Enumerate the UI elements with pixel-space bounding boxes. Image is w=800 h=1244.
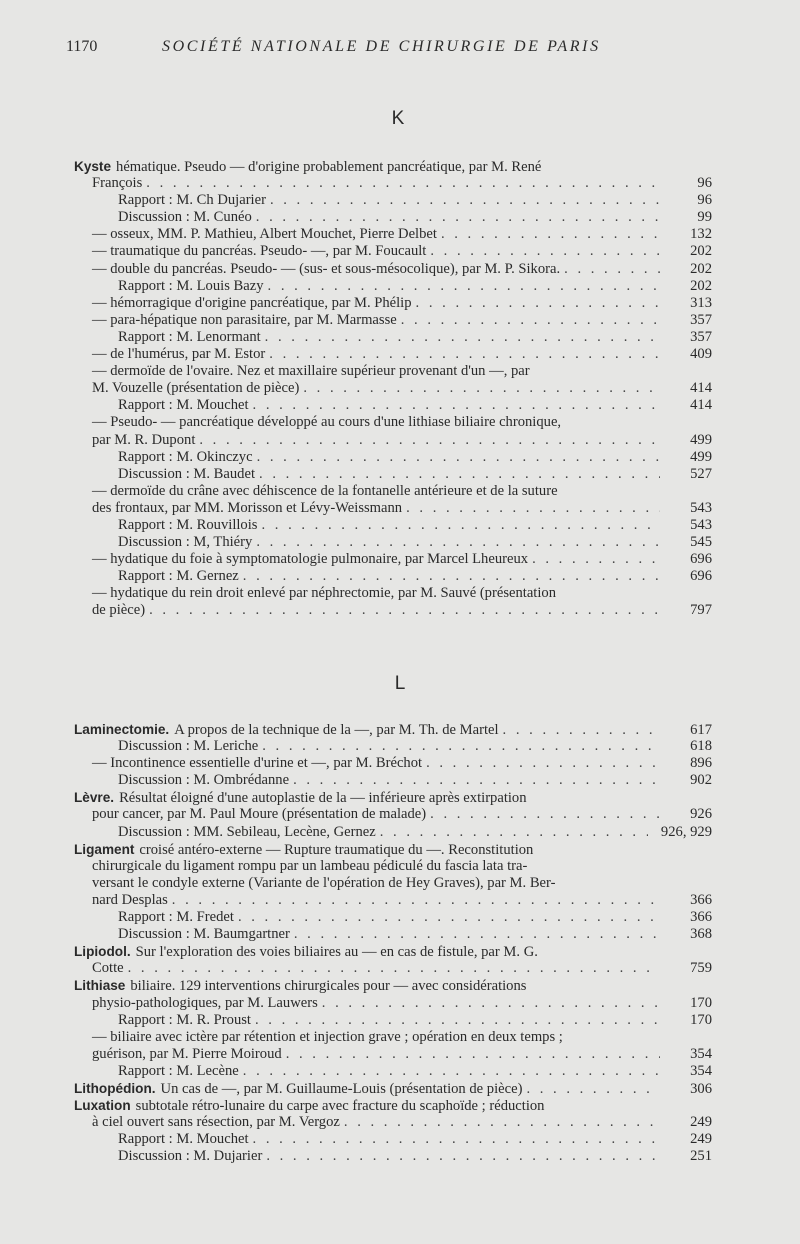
index-entry xyxy=(72,824,712,841)
entry-text: Rapport : M. Mouchet xyxy=(118,397,249,414)
entry-text: — osseux, MM. P. Mathieu, Albert Mouchet, Pierre Delbet xyxy=(92,226,437,243)
section-letter-k: K xyxy=(391,108,405,129)
index-entry xyxy=(72,909,712,926)
index-entry xyxy=(72,841,712,858)
entry-page-number: 202 xyxy=(690,243,712,260)
entry-page-number: 618 xyxy=(690,738,712,755)
index-entry xyxy=(72,875,712,892)
entry-page-number: 354 xyxy=(690,1062,712,1079)
entry-text: — double du pancréas. Pseudo- — (sus- et sous-mésocolique), par M. P. Sikora. xyxy=(92,260,561,277)
index-entry xyxy=(72,568,712,585)
dot-leader xyxy=(199,432,660,449)
entry-text: Rapport : M. Gernez xyxy=(118,568,239,585)
entry-page-number: 499 xyxy=(690,431,712,448)
index-entry xyxy=(72,500,712,517)
index-entry xyxy=(72,789,712,806)
entry-page-number: 96 xyxy=(697,175,712,192)
entry-text: A propos de la technique de la —, par M. Th. de Martel xyxy=(174,722,499,738)
dot-leader xyxy=(303,380,660,397)
dot-leader xyxy=(253,1131,660,1148)
entry-page-number: 249 xyxy=(690,1114,712,1131)
index-entry xyxy=(72,551,712,568)
entry-page-number: 499 xyxy=(690,448,712,465)
dot-leader xyxy=(266,1148,660,1165)
entry-page-number: 366 xyxy=(690,891,712,908)
dot-leader xyxy=(430,806,660,823)
entry-page-number: 414 xyxy=(690,397,712,414)
entry-text: Rapport : M. R. Proust xyxy=(118,1011,251,1028)
entry-text: — hémorragique d'origine pancréatique, par M. Phélip xyxy=(92,294,412,311)
section-letter-l: L xyxy=(394,673,406,694)
entry-keyword: Lithiase xyxy=(74,978,126,994)
dot-leader xyxy=(344,1114,660,1131)
entry-text: — Pseudo- — pancréatique développé au cours d'une lithiase biliaire chronique, xyxy=(92,414,562,431)
index-entry xyxy=(72,1080,712,1097)
index-entry xyxy=(72,943,712,960)
index-entry xyxy=(72,226,712,243)
index-entry xyxy=(72,534,712,551)
index-entry xyxy=(72,858,712,875)
dot-leader xyxy=(243,568,660,585)
entry-text: croisé antéro-externe — Rupture traumatique du —. Reconstitution xyxy=(139,841,534,858)
entry-text: — hydatique du foie à symptomatologie pulmonaire, par Marcel Lheureux xyxy=(92,551,529,568)
index-entry xyxy=(72,312,712,329)
index-entry xyxy=(72,585,712,602)
entry-page-number: 409 xyxy=(690,346,712,363)
entry-page-number: 527 xyxy=(690,465,712,482)
entry-text: à ciel ouvert sans résection, par M. Vergoz xyxy=(92,1114,340,1131)
entry-page-number: 357 xyxy=(690,311,712,328)
entry-text: physio-pathologiques, par M. Lauwers xyxy=(92,994,318,1011)
dot-leader xyxy=(322,995,660,1012)
index-entry xyxy=(72,892,712,909)
index-entry xyxy=(72,1029,712,1046)
index-entry xyxy=(72,278,712,295)
index-entry xyxy=(72,1131,712,1148)
index-entry xyxy=(72,1097,712,1114)
dot-leader xyxy=(441,226,660,243)
index-entry xyxy=(72,449,712,466)
entry-text: — para-hépatique non parasitaire, par M. Marmasse xyxy=(92,311,397,328)
entry-text: Discussion : M. Ombrédanne xyxy=(118,772,290,789)
dot-leader xyxy=(172,892,660,909)
entry-text: Discussion : M. Baumgartner xyxy=(118,926,290,943)
dot-leader xyxy=(256,534,660,551)
entry-text: de pièce) xyxy=(92,602,146,619)
entry-text: Rapport : M. Okinczyc xyxy=(118,448,253,465)
dot-leader xyxy=(253,397,660,414)
dot-leader xyxy=(293,772,660,789)
entry-text: Discussion : MM. Sebileau, Lecène, Gernez xyxy=(118,823,376,840)
index-section-l xyxy=(72,721,712,1165)
dot-leader xyxy=(503,722,660,739)
index-entry xyxy=(72,995,712,1012)
entry-text: biliaire. 129 interventions chirurgicales pour — avec considérations xyxy=(130,978,527,995)
index-entry xyxy=(72,261,712,278)
index-entry xyxy=(72,960,712,977)
dot-leader xyxy=(128,960,660,977)
entry-keyword: Laminectomie. xyxy=(74,722,170,737)
index-entry xyxy=(72,329,712,346)
index-entry xyxy=(72,295,712,312)
entry-keyword: Lithopédion. xyxy=(74,1080,156,1096)
entry-page-number: 696 xyxy=(690,568,712,585)
entry-text: par M. R. Dupont xyxy=(92,431,196,448)
entry-page-number: 170 xyxy=(690,1011,712,1028)
index-entry xyxy=(72,806,712,823)
index-entry xyxy=(72,977,712,994)
entry-text: Discussion : M. Baudet xyxy=(118,465,256,482)
index-entry xyxy=(72,1148,712,1165)
entry-page-number: 366 xyxy=(690,909,712,926)
entry-page-number: 249 xyxy=(690,1131,712,1148)
entry-page-number: 368 xyxy=(690,926,712,943)
dot-leader xyxy=(243,1063,660,1080)
entry-keyword: Ligament xyxy=(74,841,135,857)
dot-leader xyxy=(238,909,660,926)
dot-leader xyxy=(286,1046,660,1063)
entry-text: — dermoïde du crâne avec déhiscence de la fontanelle antérieure et de la suture xyxy=(92,482,558,499)
entry-keyword: Lèvre. xyxy=(74,790,115,806)
entry-text: Rapport : M. Mouchet xyxy=(118,1131,249,1148)
entry-text: — dermoïde de l'ovaire. Nez et maxillaire supérieur provenant d'un —, par xyxy=(92,363,530,380)
dot-leader xyxy=(406,500,660,517)
index-entry xyxy=(72,483,712,500)
entry-page-number: 926, 929 xyxy=(660,823,712,840)
dot-leader xyxy=(149,602,660,619)
running-header xyxy=(66,38,646,60)
dot-leader xyxy=(255,1012,660,1029)
entry-text: versant le condyle externe (Variante de l'opération de Hey Graves), par M. Ber- xyxy=(92,874,556,891)
dot-leader xyxy=(416,295,660,312)
entry-page-number: 896 xyxy=(690,755,712,772)
index-entry xyxy=(72,772,712,789)
entry-text: Rapport : M. Fredet xyxy=(118,909,234,926)
entry-page-number: 202 xyxy=(690,260,712,277)
entry-keyword: Lipiodol. xyxy=(74,944,131,960)
index-entry xyxy=(72,363,712,380)
entry-text: Un cas de —, par M. Guillaume-Louis (présentation de pièce) xyxy=(160,1080,523,1097)
entry-page-number: 926 xyxy=(690,806,712,823)
index-entry xyxy=(72,517,712,534)
dot-leader xyxy=(426,755,660,772)
entry-page-number: 99 xyxy=(697,209,712,226)
entry-text: guérison, par M. Pierre Moiroud xyxy=(92,1045,282,1062)
entry-page-number: 543 xyxy=(690,499,712,516)
dot-leader xyxy=(268,278,660,295)
index-entry xyxy=(72,175,712,192)
dot-leader xyxy=(269,346,660,363)
entry-page-number: 306 xyxy=(690,1080,712,1097)
entry-text: Discussion : M. Cunéo xyxy=(118,209,252,226)
dot-leader xyxy=(261,517,660,534)
index-entry xyxy=(72,738,712,755)
entry-text: Rapport : M. Ch Dujarier xyxy=(118,192,266,209)
dot-leader xyxy=(430,243,660,260)
dot-leader xyxy=(257,449,660,466)
entry-text: — Incontinence essentielle d'urine et —, par M. Bréchot xyxy=(92,755,423,772)
dot-leader xyxy=(265,329,660,346)
entry-text: Rapport : M. Louis Bazy xyxy=(118,277,264,294)
index-entry xyxy=(72,192,712,209)
index-entry xyxy=(72,721,712,738)
entry-text: M. Vouzelle (présentation de pièce) xyxy=(92,380,300,397)
index-entry xyxy=(72,397,712,414)
entry-page-number: 354 xyxy=(690,1045,712,1062)
entry-text: chirurgicale du ligament rompu par un lambeau pédiculé du fascia lata tra- xyxy=(92,857,528,874)
entry-page-number: 545 xyxy=(690,534,712,551)
dot-leader xyxy=(146,175,660,192)
entry-text: Rapport : M. Rouvillois xyxy=(118,516,258,533)
running-title: SOCIÉTÉ NATIONALE DE CHIRURGIE DE PARIS xyxy=(162,38,601,55)
entry-text: François xyxy=(92,175,143,192)
entry-text: Discussion : M. Dujarier xyxy=(118,1148,263,1165)
entry-page-number: 313 xyxy=(690,294,712,311)
entry-page-number: 759 xyxy=(690,960,712,977)
entry-text: Rapport : M. Lenormant xyxy=(118,328,261,345)
index-entry xyxy=(72,926,712,943)
index-entry xyxy=(72,1046,712,1063)
index-entry xyxy=(72,158,712,175)
entry-text: subtotale rétro-lunaire du carpe avec fracture du scaphoïde ; réduction xyxy=(135,1098,545,1115)
index-entry xyxy=(72,466,712,483)
entry-text: Discussion : M. Leriche xyxy=(118,738,259,755)
index-entry xyxy=(72,755,712,772)
dot-leader xyxy=(564,261,660,278)
index-entry xyxy=(72,1012,712,1029)
entry-page-number: 357 xyxy=(690,328,712,345)
entry-text: Cotte xyxy=(92,960,124,977)
dot-leader xyxy=(262,738,660,755)
entry-page-number: 132 xyxy=(690,226,712,243)
entry-page-number: 902 xyxy=(690,772,712,789)
entry-page-number: 543 xyxy=(690,516,712,533)
entry-page-number: 96 xyxy=(697,192,712,209)
dot-leader xyxy=(532,551,660,568)
index-entry xyxy=(72,380,712,397)
index-entry xyxy=(72,1063,712,1080)
dot-leader xyxy=(256,209,660,226)
entry-page-number: 202 xyxy=(690,277,712,294)
entry-text: nard Desplas xyxy=(92,891,168,908)
dot-leader xyxy=(526,1081,660,1098)
entry-text: — de l'humérus, par M. Estor xyxy=(92,346,266,363)
index-entry xyxy=(72,1114,712,1131)
entry-text: des frontaux, par MM. Morisson et Lévy-Weissmann xyxy=(92,499,403,516)
entry-page-number: 414 xyxy=(690,380,712,397)
entry-page-number: 797 xyxy=(690,602,712,619)
entry-text: Rapport : M. Lecène xyxy=(118,1062,239,1079)
entry-text: — traumatique du pancréas. Pseudo- —, par M. Foucault xyxy=(92,243,427,260)
entry-text: hématique. Pseudo — d'origine probablement pancréatique, par M. René xyxy=(116,159,542,175)
index-entry xyxy=(72,414,712,431)
entry-text: — biliaire avec ictère par rétention et injection grave ; opération en deux temps ; xyxy=(92,1028,563,1045)
index-section-k xyxy=(72,158,712,620)
entry-page-number: 251 xyxy=(690,1148,712,1165)
index-entry xyxy=(72,243,712,260)
entry-text: Résultat éloigné d'une autoplastie de la — inférieure après extirpation xyxy=(119,790,527,807)
entry-text: Discussion : M, Thiéry xyxy=(118,534,253,551)
index-entry xyxy=(72,346,712,363)
dot-leader xyxy=(401,312,660,329)
entry-keyword: Kyste xyxy=(74,159,112,174)
entry-keyword: Luxation xyxy=(74,1098,131,1114)
entry-page-number: 170 xyxy=(690,994,712,1011)
index-entry xyxy=(72,432,712,449)
index-entry xyxy=(72,209,712,226)
dot-leader xyxy=(380,824,648,841)
entry-page-number: 696 xyxy=(690,551,712,568)
entry-page-number: 617 xyxy=(690,722,712,738)
index-entry xyxy=(72,602,712,619)
page-number: 1170 xyxy=(66,38,98,55)
dot-leader xyxy=(270,192,660,209)
entry-text: — hydatique du rein droit enlevé par néphrectomie, par M. Sauvé (présentation xyxy=(92,585,557,602)
dot-leader xyxy=(259,466,660,483)
entry-text: Sur l'exploration des voies biliaires au — en cas de fistule, par M. G. xyxy=(135,944,538,961)
entry-text: pour cancer, par M. Paul Moure (présentation de malade) xyxy=(92,806,427,823)
dot-leader xyxy=(294,926,660,943)
